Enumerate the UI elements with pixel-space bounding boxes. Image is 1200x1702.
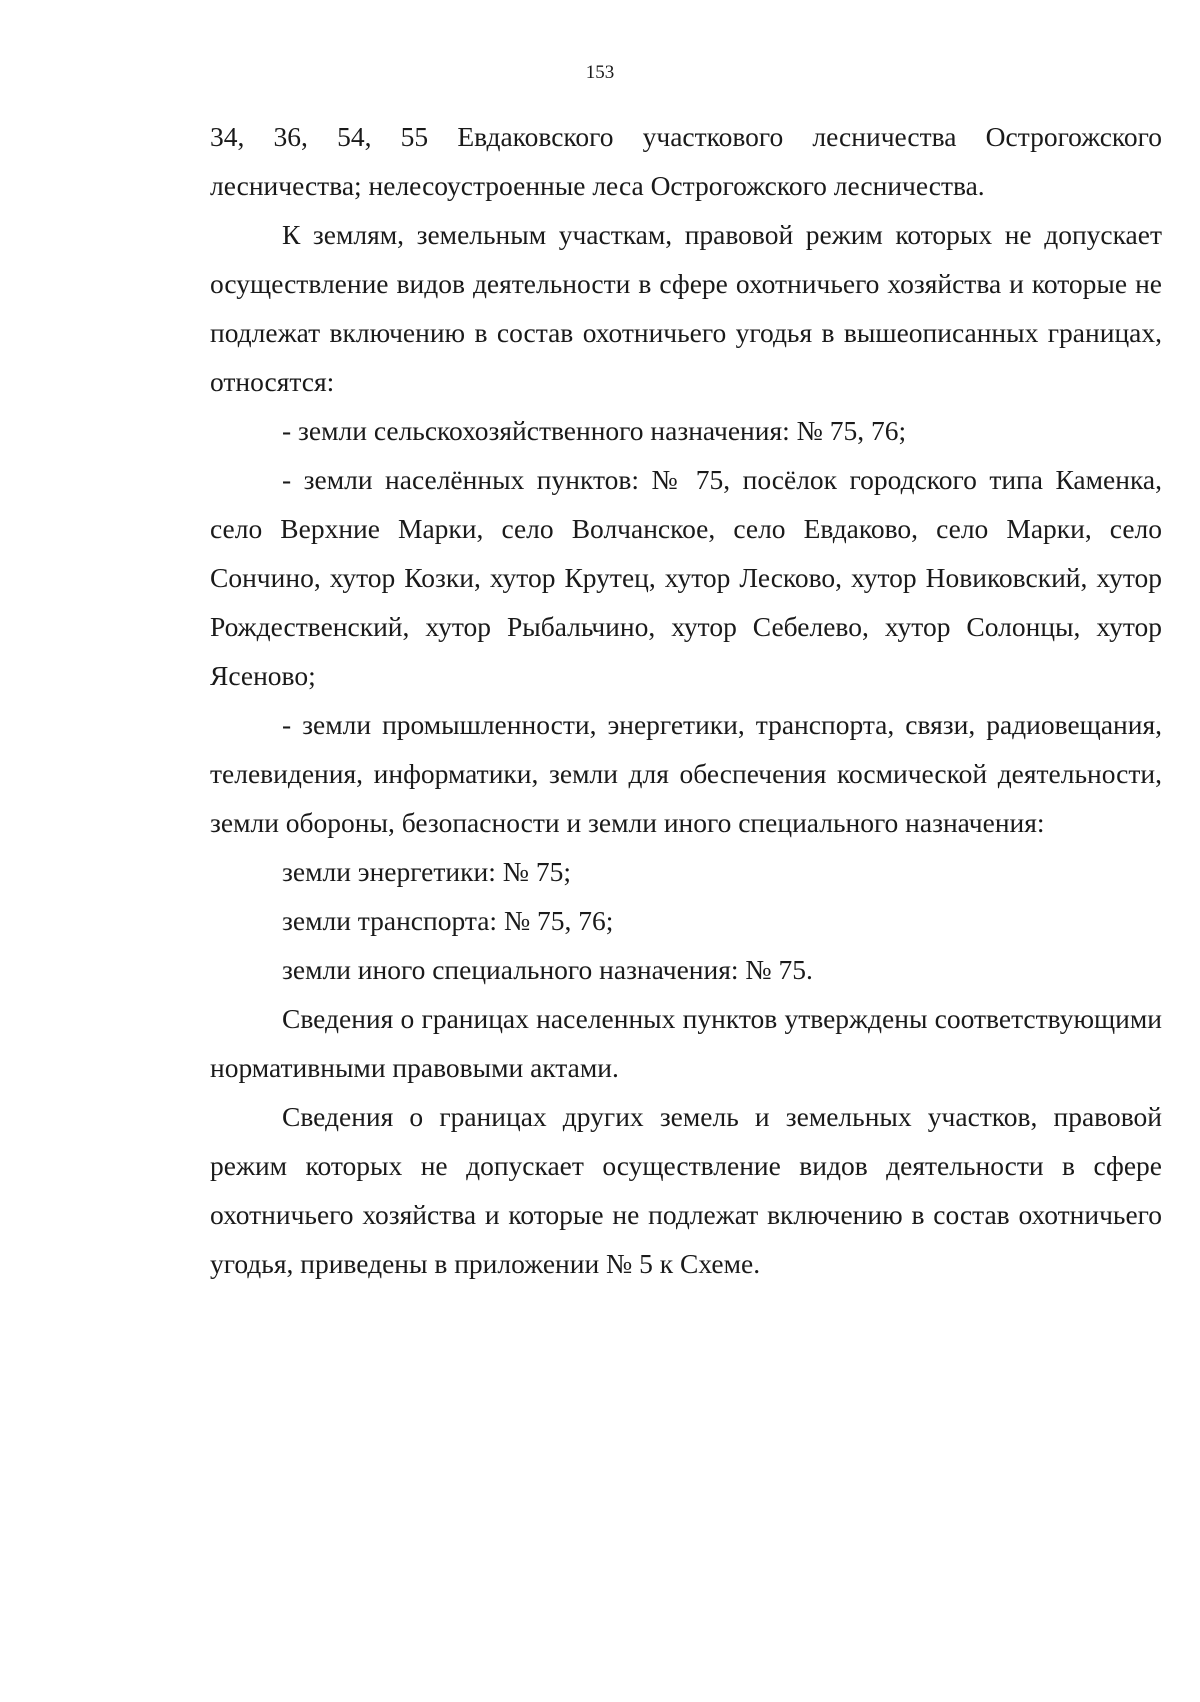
paragraph-excluded-lands-intro: К землям, земельным участкам, правовой режим которых не допускает осуществление видов деятельности в сфере охотничьего хозяйства и которые не подлежат включению в состав охотничьего угодья в вышеописанных границах, относятся: — [210, 219, 1162, 397]
page-number: 153 — [585, 62, 615, 83]
sub-item-special-lands: земли иного специального назначения: № 75. — [282, 954, 813, 985]
paragraph-settlement-boundaries: Сведения о границах населенных пунктов утверждены соответствующими нормативными правовыми актами. — [210, 1003, 1162, 1083]
document-body — [210, 112, 1162, 1288]
paragraph-other-boundaries: Сведения о границах других земель и земельных участков, правовой режим которых не допускает осуществление видов деятельности в сфере охотничьего хозяйства и которые не подлежат включению в состав охотничьего угодья, приведены в приложении № 5 к Схеме. — [210, 1101, 1162, 1279]
sub-item-transport-lands: земли транспорта: № 75, 76; — [282, 905, 614, 936]
list-item-industrial-lands: - земли промышленности, энергетики, транспорта, связи, радиовещания, телевидения, информатики, земли для обеспечения космической деятельности, земли обороны, безопасности и земли иного специального назначения: — [210, 709, 1162, 838]
sub-item-energy-lands: земли энергетики: № 75; — [282, 856, 571, 887]
list-item-settlement-lands: - земли населённых пунктов: № 75, посёлок городского типа Каменка, село Верхние Марки, село Волчанское, село Евдаково, село Марки, село Сончино, хутор Козки, хутор Крутец, хутор Лесково, хутор Новиковский, хутор Рождественский, хутор Рыбальчино, хутор Себелево, хутор Солонцы, хутор Ясеново; — [210, 464, 1162, 691]
paragraph-forest-continuation: 34, 36, 54, 55 Евдаковского участкового лесничества Острогожского лесничества; нелесоустроенные леса Острогожского лесничества. — [210, 121, 1162, 201]
list-item-agricultural-lands: - земли сельскохозяйственного назначения: № 75, 76; — [282, 415, 907, 446]
